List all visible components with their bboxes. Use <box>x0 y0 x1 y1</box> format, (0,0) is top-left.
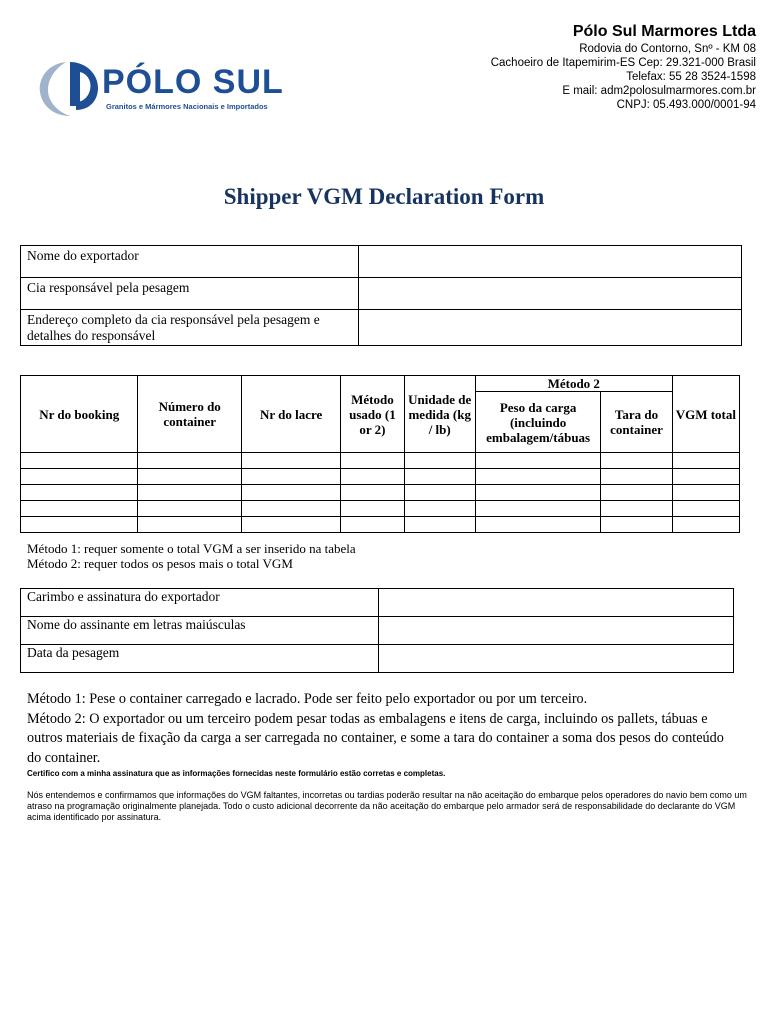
table-row <box>21 617 734 645</box>
method-descriptions <box>27 690 739 768</box>
booking-cell[interactable] <box>241 517 340 533</box>
method-2-note: Método 2: requer todos os pesos mais o total VGM <box>27 556 293 571</box>
signer-name-label: Nome do assinante em letras maiúsculas <box>21 617 379 645</box>
table-row <box>21 589 734 617</box>
booking-cell[interactable] <box>601 485 672 501</box>
booking-cell[interactable] <box>601 517 672 533</box>
header-method: Método usado (1 or 2) <box>341 376 404 453</box>
weighing-date-field[interactable] <box>379 645 734 673</box>
logo-tagline: Granitos e Mármores Nacionais e Importados <box>106 102 268 111</box>
booking-cell[interactable] <box>404 501 475 517</box>
table-row <box>21 485 740 501</box>
header-container: Número do container <box>138 376 241 453</box>
booking-cell[interactable] <box>672 453 739 469</box>
company-info <box>491 22 756 112</box>
company-cnpj: CNPJ: 05.493.000/0001-94 <box>616 99 756 111</box>
method-notes <box>27 541 356 571</box>
booking-table <box>20 375 740 533</box>
method-2-description: Método 2: O exportador ou um terceiro podem pesar todas as embalagens e itens de carga, incluindo os pallets, tábuas e outros materiais de fixação da carga a ser carregada no container, e some a tara do container a soma dos pesos do conteúdo do container. <box>27 710 724 766</box>
booking-cell[interactable] <box>241 501 340 517</box>
booking-cell[interactable] <box>475 517 601 533</box>
company-email: E mail: adm2polosulmarmores.com.br <box>562 85 756 97</box>
booking-cell[interactable] <box>21 453 138 469</box>
booking-cell[interactable] <box>138 501 241 517</box>
booking-rows <box>21 453 740 533</box>
booking-cell[interactable] <box>138 469 241 485</box>
booking-cell[interactable] <box>341 501 404 517</box>
booking-cell[interactable] <box>601 501 672 517</box>
certification-statement: Certifico com a minha assinatura que as informações fornecidas neste formulário estão corretas e completas. <box>27 769 446 778</box>
method-1-note: Método 1: requer somente o total VGM a ser inserido na tabela <box>27 541 356 556</box>
booking-cell[interactable] <box>341 485 404 501</box>
logo-emblem-icon <box>36 58 102 120</box>
booking-cell[interactable] <box>475 501 601 517</box>
logo-wordmark: PÓLO SUL <box>102 63 284 101</box>
header-cargo-weight: Peso da carga (incluindo embalagem/tábuas <box>475 392 601 453</box>
booking-cell[interactable] <box>241 469 340 485</box>
weighing-company-field[interactable] <box>359 278 742 310</box>
booking-cell[interactable] <box>404 469 475 485</box>
company-address-1: Rodovia do Contorno, Snº - KM 08 <box>579 43 756 55</box>
booking-cell[interactable] <box>21 517 138 533</box>
signer-name-field[interactable] <box>379 617 734 645</box>
table-row <box>21 501 740 517</box>
weighing-date-label: Data da pesagem <box>21 645 379 673</box>
weighing-company-address-label: Endereço completo da cia responsável pela pesagem e detalhes do responsável <box>21 310 359 346</box>
booking-cell[interactable] <box>241 453 340 469</box>
booking-cell[interactable] <box>475 469 601 485</box>
booking-cell[interactable] <box>341 453 404 469</box>
booking-cell[interactable] <box>672 501 739 517</box>
booking-cell[interactable] <box>601 469 672 485</box>
booking-cell[interactable] <box>475 485 601 501</box>
stamp-signature-label: Carimbo e assinatura do exportador <box>21 589 379 617</box>
booking-cell[interactable] <box>672 517 739 533</box>
company-phone: Telefax: 55 28 3524-1598 <box>626 71 756 83</box>
booking-cell[interactable] <box>138 517 241 533</box>
booking-cell[interactable] <box>475 453 601 469</box>
exporter-info-table <box>20 245 742 346</box>
exporter-name-label: Nome do exportador <box>21 246 359 278</box>
header-tare: Tara do container <box>601 392 672 453</box>
exporter-name-field[interactable] <box>359 246 742 278</box>
booking-cell[interactable] <box>404 453 475 469</box>
header-row <box>21 376 740 392</box>
header-vgm: VGM total <box>672 376 739 453</box>
company-name: Pólo Sul Marmores Ltda <box>572 23 756 40</box>
weighing-company-address-field[interactable] <box>359 310 742 346</box>
booking-cell[interactable] <box>672 469 739 485</box>
table-row <box>21 645 734 673</box>
table-row <box>21 246 742 278</box>
header-seal: Nr do lacre <box>241 376 340 453</box>
booking-cell[interactable] <box>404 485 475 501</box>
booking-cell[interactable] <box>138 453 241 469</box>
stamp-signature-field[interactable] <box>379 589 734 617</box>
form-title: Shipper VGM Declaration Form <box>223 184 545 209</box>
booking-cell[interactable] <box>341 469 404 485</box>
company-address-2: Cachoeiro de Itapemirim-ES Cep: 29.321-000 Brasil <box>490 57 756 69</box>
table-row <box>21 453 740 469</box>
table-row <box>21 469 740 485</box>
booking-cell[interactable] <box>21 501 138 517</box>
weighing-company-label: Cia responsável pela pesagem <box>21 278 359 310</box>
header-booking: Nr do booking <box>21 376 138 453</box>
booking-cell[interactable] <box>404 517 475 533</box>
header-unit: Unidade de medida (kg / lb) <box>404 376 475 453</box>
disclaimer-text: Nós entendemos e confirmamos que informações do VGM faltantes, incorretas ou tardias poderão resultar na não aceitação do embarque pelos operadores do navio bem como um atraso na programação originalmente planejada. Todo o custo adicional decorrente da não aceitação do embarque pelo armador será de responsabilidade do declarante do VGM acima identificado por assinatura. <box>27 790 747 822</box>
booking-cell[interactable] <box>601 453 672 469</box>
table-row <box>21 278 742 310</box>
booking-cell[interactable] <box>21 485 138 501</box>
booking-cell[interactable] <box>672 485 739 501</box>
header-method-2: Método 2 <box>475 376 672 392</box>
signature-table <box>20 588 734 673</box>
booking-cell[interactable] <box>138 485 241 501</box>
company-logo <box>36 58 296 120</box>
booking-cell[interactable] <box>241 485 340 501</box>
booking-cell[interactable] <box>341 517 404 533</box>
table-row <box>21 517 740 533</box>
booking-cell[interactable] <box>21 469 138 485</box>
method-1-description: Método 1: Pese o container carregado e lacrado. Pode ser feito pelo exportador ou por um terceiro. <box>27 691 588 707</box>
table-row <box>21 310 742 346</box>
